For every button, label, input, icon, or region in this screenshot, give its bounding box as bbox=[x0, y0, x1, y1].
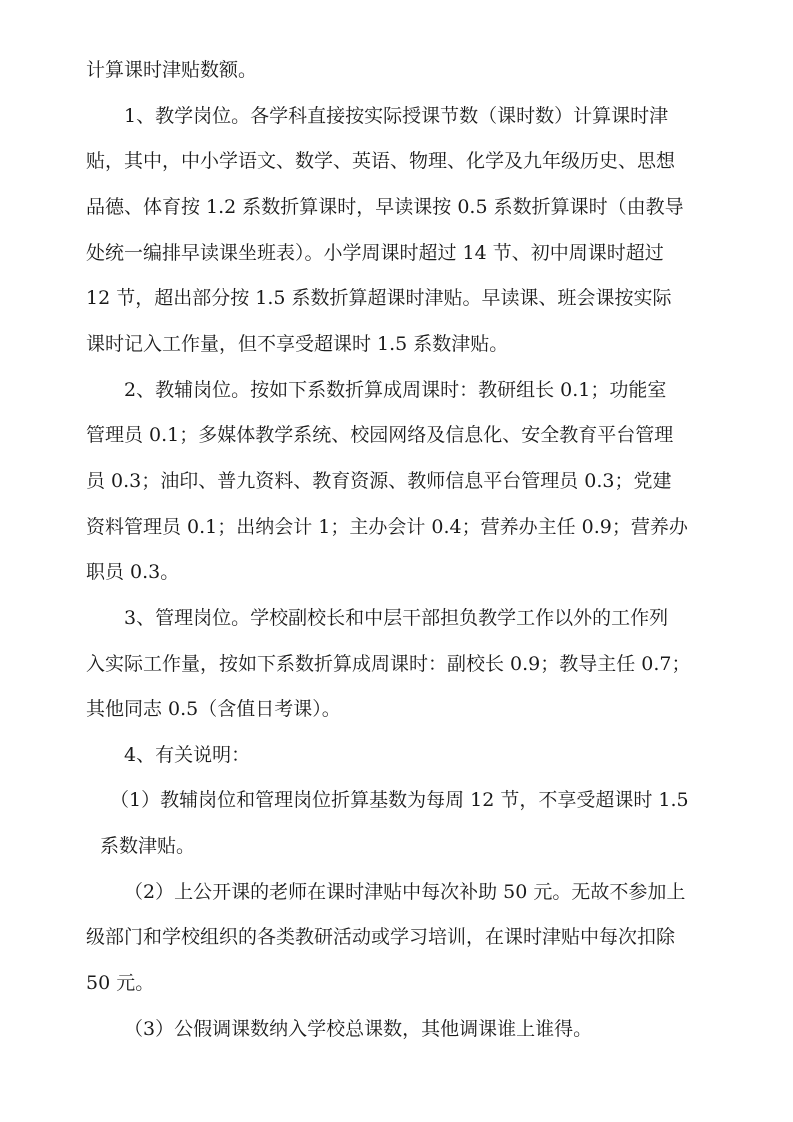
text-line bbox=[0, 327, 793, 361]
text-line bbox=[0, 464, 793, 498]
text-line bbox=[0, 510, 793, 544]
line-text: （2）上公开课的老师在课时津贴中每次补助 50 元。无故不参加上 bbox=[124, 881, 686, 903]
text-line bbox=[0, 1012, 793, 1046]
text-line bbox=[0, 966, 793, 1000]
text-line bbox=[0, 373, 793, 407]
line-text: 管理员 0.1；多媒体教学系统、校园网络及信息化、安全教育平台管理 bbox=[86, 424, 674, 446]
line-text: 课时记入工作量，但不享受超课时 1.5 系数津贴。 bbox=[86, 333, 509, 355]
line-text: 计算课时津贴数额。 bbox=[86, 59, 258, 81]
line-text: 贴，其中，中小学语文、数学、英语、物理、化学及九年级历史、思想 bbox=[86, 150, 676, 172]
line-text: 50 元。 bbox=[86, 972, 155, 994]
text-line bbox=[0, 99, 793, 133]
text-line bbox=[0, 692, 793, 726]
text-line bbox=[0, 236, 793, 270]
line-text: （3）公假调课数纳入学校总课数，其他调课谁上谁得。 bbox=[124, 1018, 593, 1040]
line-text: 职员 0.3。 bbox=[86, 561, 180, 583]
line-text: 员 0.3；油印、普九资料、教育资源、教师信息平台管理员 0.3；党建 bbox=[86, 470, 672, 492]
text-line bbox=[0, 647, 793, 681]
text-line bbox=[0, 555, 793, 589]
text-line bbox=[0, 875, 793, 909]
line-text: 系数津贴。 bbox=[100, 835, 196, 857]
line-text: 级部门和学校组织的各类教研活动或学习培训，在课时津贴中每次扣除 bbox=[86, 926, 676, 948]
text-line bbox=[0, 281, 793, 315]
text-line bbox=[0, 783, 793, 817]
line-text: 2、教辅岗位。按如下系数折算成周课时：教研组长 0.1；功能室 bbox=[124, 379, 667, 401]
text-line bbox=[0, 601, 793, 635]
text-line bbox=[0, 738, 793, 772]
line-text: 3、管理岗位。学校副校长和中层干部担负教学工作以外的工作列 bbox=[124, 607, 669, 629]
line-text: 其他同志 0.5（含值日考课）。 bbox=[86, 698, 341, 720]
line-text: 处统一编排早读课坐班表）。小学周课时超过 14 节、初中周课时超过 bbox=[86, 242, 664, 264]
line-text: 1、教学岗位。各学科直接按实际授课节数（课时数）计算课时津 bbox=[124, 105, 669, 127]
text-line bbox=[0, 829, 793, 863]
text-line bbox=[0, 53, 793, 87]
text-line bbox=[0, 144, 793, 178]
line-text: 品德、体育按 1.2 系数折算课时，早读课按 0.5 系数折算课时（由教导 bbox=[86, 196, 684, 218]
text-line bbox=[0, 190, 793, 224]
text-line bbox=[0, 920, 793, 954]
line-text: 入实际工作量，按如下系数折算成周课时：副校长 0.9；教导主任 0.7； bbox=[86, 653, 691, 675]
line-text: （1）教辅岗位和管理岗位折算基数为每周 12 节，不享受超课时 1.5 bbox=[110, 789, 689, 811]
line-text: 4、有关说明： bbox=[124, 744, 251, 766]
line-text: 资料管理员 0.1；出纳会计 1；主办会计 0.4；营养办主任 0.9；营养办 bbox=[86, 516, 688, 538]
line-text: 12 节，超出部分按 1.5 系数折算超课时津贴。早读课、班会课按实际 bbox=[86, 287, 672, 309]
text-line bbox=[0, 418, 793, 452]
